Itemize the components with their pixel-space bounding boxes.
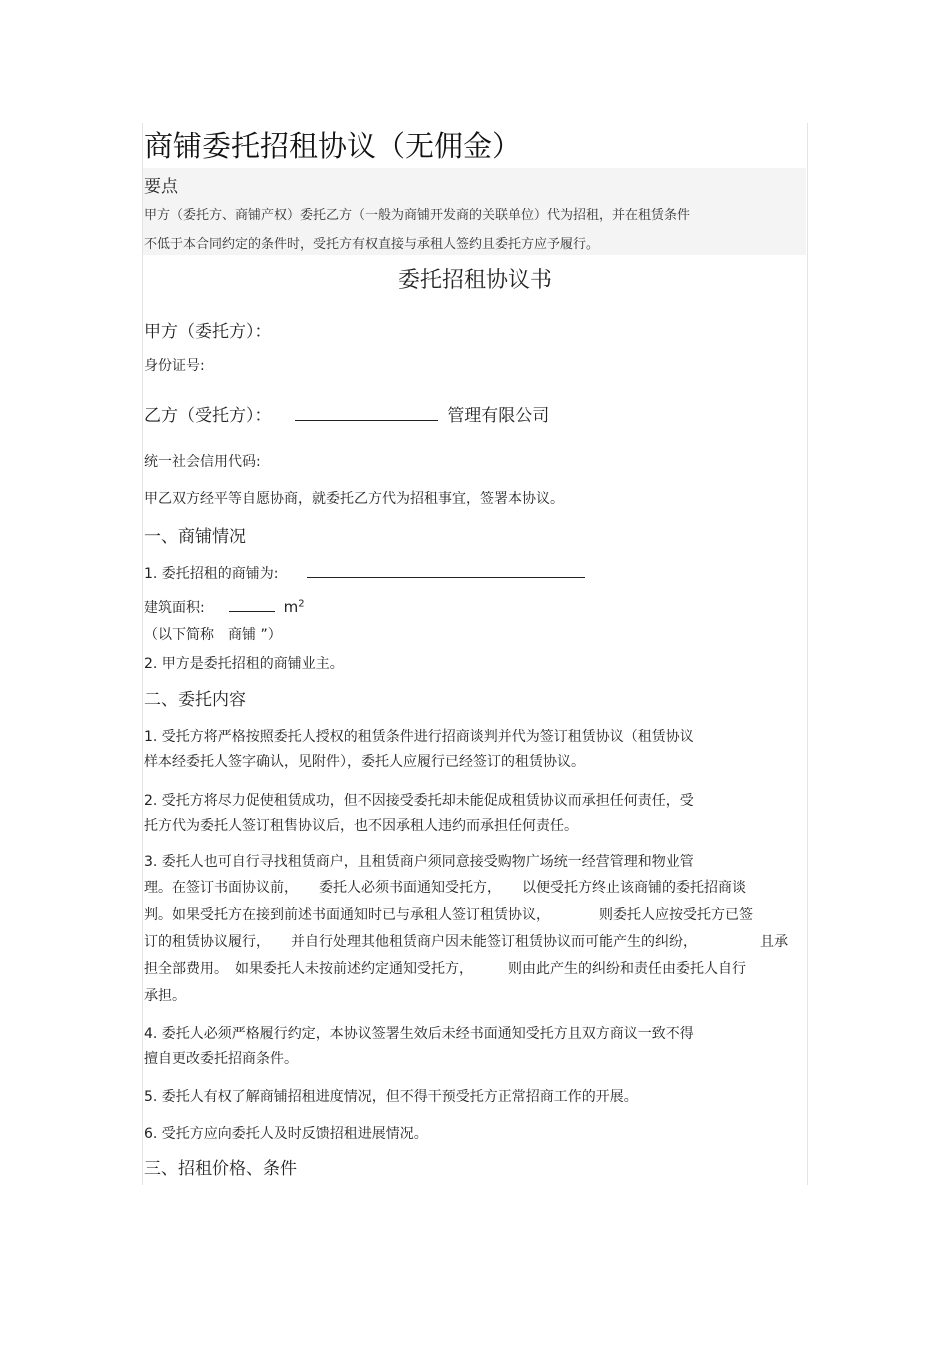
clause-line: 样本经委托人签字确认，见附件），委托人应履行已经签订的租赁协议。 (144, 754, 585, 770)
agreement-title: 委托招租协议书 (397, 268, 552, 293)
clause-line: 托方代为委托人签订租售协议后，也不因承租人违约而承担任何责任。 (144, 818, 578, 834)
page-title: 商铺委托招租协议（无佣金） (144, 129, 522, 163)
credit-code-label: 统一社会信用代码: (144, 454, 261, 470)
area-blank[interactable] (229, 597, 275, 612)
party-b-label: 乙方（受托方）： (144, 406, 272, 426)
area-unit: m (283, 598, 299, 616)
clause-line: 4. 委托人必须严格履行约定，本协议签署生效后未经书面通知受托方且双方商议一致不得 (144, 1026, 694, 1042)
alias-note: （以下简称 商铺 ”） (144, 627, 282, 643)
clause-line: 判。如果受托方在接到前述书面通知时已与承租人签订租赁协议， 则委托人应按受托方已签 (144, 907, 753, 923)
clause-line: 擅自更改委托招商条件。 (144, 1051, 298, 1067)
party-a-label: 甲方（委托方）： (144, 322, 272, 342)
clause-line: 1. 受托方将严格按照委托人授权的租赁条件进行招商谈判并代为签订租赁协议（租赁协议 (144, 729, 694, 745)
summary-heading: 要点 (144, 177, 178, 197)
party-b-row (144, 401, 549, 426)
clause-line: 3. 委托人也可自行寻找租赁商户，且租赁商户须同意接受购物广场统一经营管理和物业管 (144, 854, 694, 870)
area-row (144, 597, 305, 617)
area-unit-sup: 2 (298, 598, 305, 610)
clause-line: 2. 受托方将尽力促使租赁成功，但不因接受委托却未能促成租赁协议而承担任何责任，受 (144, 793, 694, 809)
clause-line: 理。在签订书面协议前， 委托人必须书面通知受托方， 以便受托方终止该商铺的委托招商谈 (144, 880, 746, 896)
section-1-item-2: 2. 甲方是委托招租的商铺业主。 (144, 656, 344, 672)
shop-label: 1. 委托招租的商铺为: (144, 566, 279, 582)
section-2-heading: 二、委托内容 (144, 690, 246, 710)
section-1-heading: 一、商铺情况 (144, 527, 246, 547)
shop-blank[interactable] (307, 563, 585, 578)
party-b-name-blank[interactable] (295, 402, 438, 421)
summary-line: 不低于本合同约定的条件时，受托方有权直接与承租人签约且委托方应予履行。 (144, 237, 600, 252)
party-b-company-suffix: 管理有限公司 (447, 406, 550, 426)
section-3-heading: 三、招租价格、条件 (144, 1159, 297, 1179)
shop-row (144, 563, 585, 583)
clause-line: 订的租赁协议履行， 并自行处理其他租赁商户因未能签订租赁协议而可能产生的纠纷， 且承 (144, 934, 788, 950)
clause-line: 担全部费用。 如果委托人未按前述约定通知受托方， 则由此产生的纠纷和责任由委托人自行 (144, 961, 746, 977)
clause-line: 承担。 (144, 988, 186, 1004)
party-a-id-label: 身份证号: (144, 358, 205, 374)
summary-line: 甲方（委托方、商铺产权）委托乙方（一般为商铺开发商的关联单位）代为招租，并在租赁条件 (144, 208, 691, 223)
clause-line: 5. 委托人有权了解商铺招租进度情况，但不得干预受托方正常招商工作的开展。 (144, 1089, 638, 1105)
area-label: 建筑面积: (144, 600, 205, 616)
clause-line: 6. 受托方应向委托人及时反馈招租进展情况。 (144, 1126, 428, 1142)
intro-paragraph: 甲乙双方经平等自愿协商，就委托乙方代为招租事宜，签署本协议。 (144, 491, 564, 507)
